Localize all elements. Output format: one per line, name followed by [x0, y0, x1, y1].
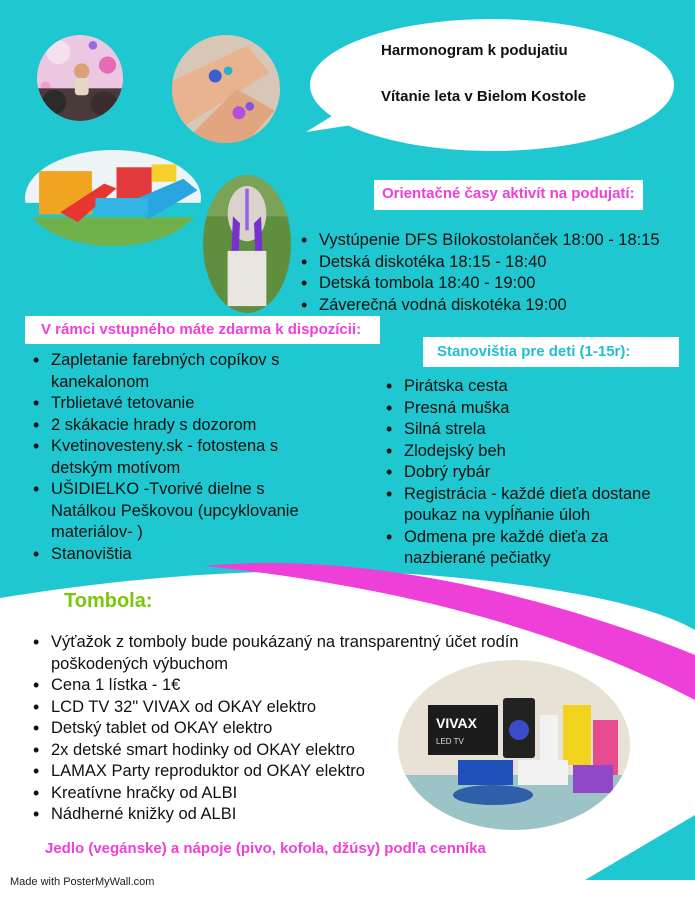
list-item: • Záverečná vodná diskotéka 19:00: [298, 295, 693, 317]
list-item: • Zapletanie farebných copíkov s kanekalonom: [30, 350, 330, 393]
list-item: • Presná muška: [383, 398, 673, 420]
prizes-tv-label: LED TV: [436, 737, 464, 746]
bubble-line-2: Vítanie leta v Bielom Kostole: [381, 88, 587, 105]
bubble-line-1: Harmonogram k podujatiu: [381, 42, 568, 59]
food-note: Jedlo (vegánske) a nápoje (pivo, kofola, džúsy) podľa cenníka: [45, 840, 486, 857]
tombola-heading: Tombola:: [64, 590, 153, 612]
photo-glitter-tattoos: [172, 35, 280, 143]
list-item: • Pirátska cesta: [383, 376, 673, 398]
list-item: • LCD TV 32" VIVAX od OKAY elektro: [30, 697, 530, 719]
list-item: • Zlodejský beh: [383, 441, 673, 463]
speech-bubble: [306, 19, 674, 151]
list-item: • LAMAX Party reproduktor od OKAY elektro: [30, 761, 530, 783]
photo-braids: [203, 175, 291, 313]
list-item: • Registrácia - každé dieťa dostane poukaz na vypĺňanie úloh: [383, 484, 673, 527]
credit-text: Made with PosterMyWall.com: [10, 876, 155, 888]
list-item: • Vystúpenie DFS Bílokostolanček 18:00 - 18:15: [298, 230, 693, 252]
list-item: • Silná strela: [383, 419, 673, 441]
list-item: • Stanovištia: [30, 544, 330, 566]
schedule-list: [298, 230, 693, 316]
photo-bouncy-castles: [25, 150, 201, 246]
list-item: • Kvetinovesteny.sk - fotostena s detským motívom: [30, 436, 330, 479]
list-item: • Detská tombola 18:40 - 19:00: [298, 273, 693, 295]
free-list: [30, 350, 330, 565]
stations-label: Stanovištia pre deti (1-15r):: [423, 337, 679, 367]
prizes-tv-brand: VIVAX: [436, 715, 477, 731]
list-item: • Trblietavé tetovanie: [30, 393, 330, 415]
list-item: • Detský tablet od OKAY elektro: [30, 718, 530, 740]
schedule-label: Orientačné časy aktivít na podujatí:: [374, 180, 643, 210]
list-item: • 2 skákacie hrady s dozorom: [30, 415, 330, 437]
list-item: • Dobrý rybár: [383, 462, 673, 484]
list-item: • Detská diskotéka 18:15 - 18:40: [298, 252, 693, 274]
stations-list: [383, 376, 673, 570]
list-item: • 2x detské smart hodinky od OKAY elektro: [30, 740, 530, 762]
list-item: • Nádherné knižky od ALBI: [30, 804, 530, 826]
list-item: • Cena 1 lístka - 1€: [30, 675, 530, 697]
list-item: • UŠIDIELKO -Tvorivé dielne s Natálkou Peškovou (upcyklovanie materiálov- ): [30, 479, 330, 544]
list-item: • Odmena pre každé dieťa za nazbierané pečiatky: [383, 527, 673, 570]
free-label: V rámci vstupného máte zdarma k dispozícii:: [25, 316, 380, 344]
list-item: • Výťažok z tomboly bude poukázaný na transparentný účet rodín poškodených výbuchom: [30, 632, 530, 675]
photo-prizes: [398, 660, 630, 830]
photo-festival-crowd: [37, 35, 123, 121]
list-item: • Kreatívne hračky od ALBI: [30, 783, 530, 805]
